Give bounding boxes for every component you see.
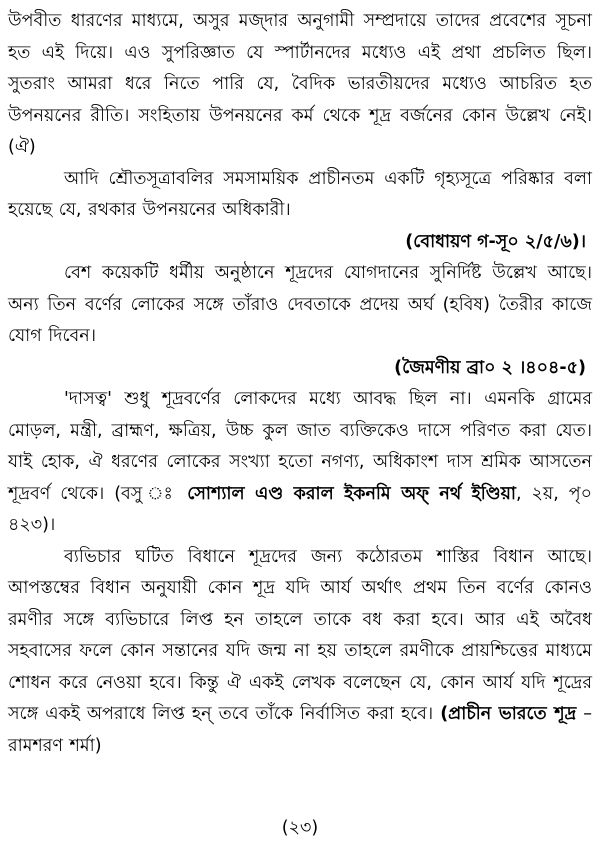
paragraph-4-book-title: সোশ্যাল এণ্ড করাল ইকনমি অফ্ নর্থ ইণ্ডিয়া [187,483,516,504]
paragraph-4-text: 'দাসত্ব' শুধু শূদ্রবর্ণের লোকদের মধ্যে আবদ্ধ ছিল না। এমনকি গ্রামের মোড়ল, মন্ত্রী, ব্রাহ্মণ, ক্ষত্রিয়, উচ্চ কুল জাত ব্যক্তিকেও দাসে পরিণত করা যেত। যাই হোক, ঐ ধরণের লোকের সংখ্যা হতো নগণ্য, অধিকাংশ দাস শ্রমিক আসতেন শূদ্রবর্ণ থেকে। (বসু ঃ [8,389,592,504]
paragraph-5-text-end: – রামশরণ শর্মা) [8,704,592,756]
page-number: (২৩) [281,818,319,838]
paragraph-3-citation: (জৈমণীয় ব্রা০ ২ ।৪০৪-৫) [394,357,586,378]
paragraph-4 [8,384,592,542]
paragraph-1 [8,6,592,164]
paragraph-2-citation: (বোধায়ণ গ-সূ০ ২/৫/৬)। [405,231,586,252]
paragraph-3-text: বেশ কয়েকটি ধর্মীয় অনুষ্ঠানে শূদ্রদের যোগদানের সুনির্দিষ্ট উল্লেখ আছে। অন্য তিন বর্ণের লোকের সঙ্গে তাঁরাও দেবতাকে প্রদেয় অর্ঘ (হবিষ) তৈরীর কাজে যোগ দিবেন। [8,263,592,346]
paragraph-5 [8,542,592,763]
paragraph-4-text-end: , ২য়, পৃ০ ৪২৩)। [8,483,592,535]
paragraph-3 [8,258,592,353]
paragraph-5-book-title: (প্রাচীন ভারতে শূদ্র [440,704,577,724]
paragraph-2-text: আদি শ্রৌতসূত্রাবলির সমসাময়িক প্রাচীনতম একটি গৃহ্যসূত্রে পরিষ্কার বলা হয়েছে যে, রথকার উপনয়নের অধিকারী। [8,168,592,220]
paragraph-2 [8,164,592,227]
paragraph-1-text: উপবীত ধারণের মাধ্যমে, অসুর মজ্দার অনুগামী সম্প্রদায়ে তাদের প্রবেশের সূচনা হত এই দিয়ে। এও সুপরিজ্ঞাত যে স্পার্টানদের মধ্যেও এই প্রথা প্রচলিত ছিল। সুতরাং আমরা ধরে নিতে পারি যে, বৈদিক ভারতীয়দের মধ্যেও আচরিত হত উপনয়নের রীতি। সংহিতায় উপনয়নের কর্ম থেকে শূদ্র বর্জনের কোন উল্লেখ নেই। (ঐ) [8,11,592,157]
paragraph-5-text: ব্যভিচার ঘটিত বিধানে শূদ্রদের জন্য কঠোরতম শাস্তির বিধান আছে। আপস্তম্বের বিধান অনুযায়ী কোন শূদ্র যদি আর্য অর্থাৎ প্রথম তিন বর্ণের কোনও রমণীর সঙ্গে ব্যভিচারে লিপ্ত হন তাহলে তাকে বধ করা হবে। আর এই অবৈধ সহবাসের ফলে কোন সন্তানের যদি জন্ম না হয় তাহলে রমণীকে প্রায়শ্চিত্তের মাধ্যমে শোধন করে নেওয়া হবে। কিন্তু ঐ একই লেখক বলেছেন যে, কোন আর্য যদি শূদ্রের সঙ্গে একই অপরাধে লিপ্ত হন্ তবে তাঁকে নির্বাসিত করা হবে। [8,546,592,724]
